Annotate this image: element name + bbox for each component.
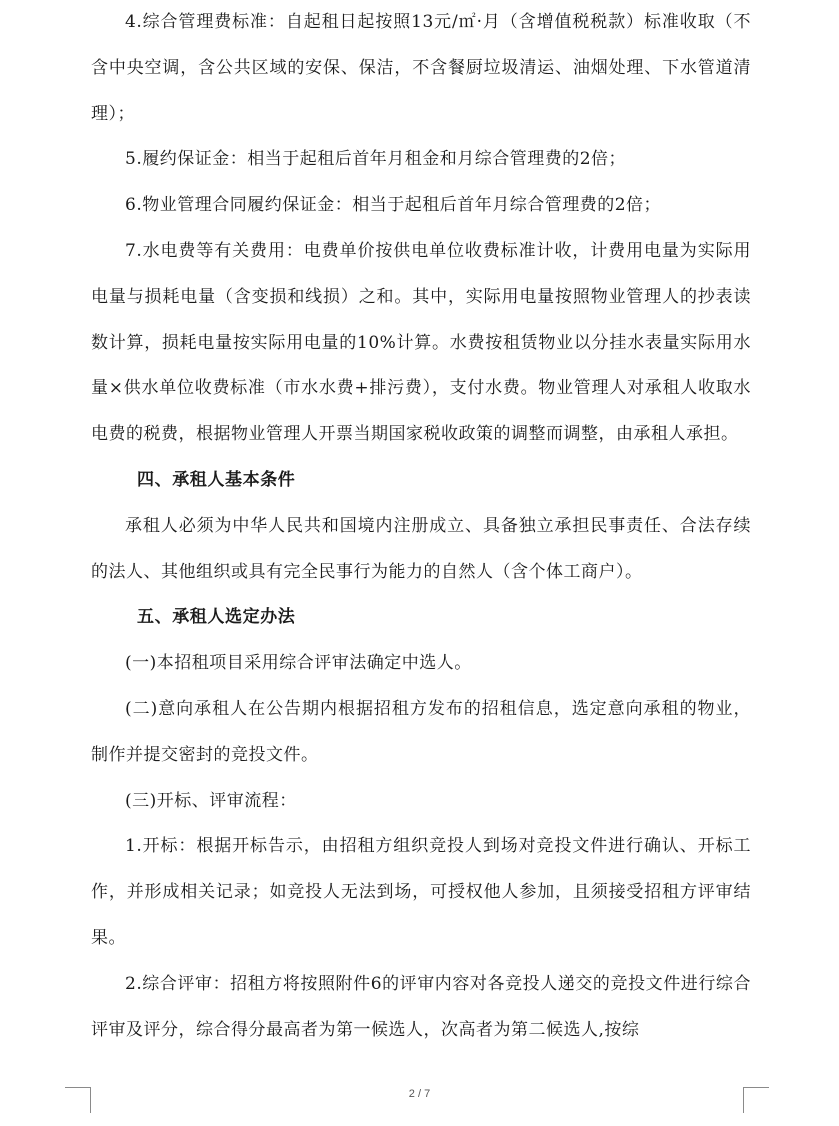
paragraph-performance-deposit: 5.履约保证金：相当于起租后首年月租金和月综合管理费的2倍； [125, 149, 627, 170]
paragraph-opening-review-process: (三)开标、评审流程： [125, 790, 297, 811]
section-heading-tenant-conditions: 四、承租人基本条件 [137, 469, 296, 490]
paragraph-tenant-requirements: 承租人必须为中华人民共和国境内注册成立、具备独立承担民事责任、合法存续的法人、其他组织或具有完全民事行为能力的自然人（含个体工商户）。 [91, 515, 751, 582]
paragraph-property-contract-deposit: 6.物业管理合同履约保证金：相当于起租后首年月综合管理费的2倍； [125, 195, 662, 216]
paragraph-bid-opening: 1.开标：根据开标告示，由招租方组织竞投人到场对竞投文件进行确认、开标工作，并形成相关记录；如竞投人无法到场，可授权他人参加，且须接受招租方评审结果。 [91, 836, 751, 948]
paragraph-evaluation-method: (一)本招租项目采用综合评审法确定中选人。 [125, 653, 472, 674]
document-body [91, 0, 751, 1053]
section-heading-selection-method: 五、承租人选定办法 [137, 607, 296, 628]
paragraph-bid-submission: (二)意向承租人在公告期内根据招租方发布的招租信息，选定意向承租的物业，制作并提交密封的竞投文件。 [91, 698, 751, 765]
page-number: 2 / 7 [408, 1088, 431, 1100]
paragraph-utility-fees: 7.水电费等有关费用：电费单价按供电单位收费标准计收，计费用电量为实际用电量与损耗电量（含变损和线损）之和。其中，实际用电量按照物业管理人的抄表读数计算，损耗电量按实际用电量的10%计算。水费按租赁物业以分挂水表量实际用水量×供水单位收费标准（市水水费+排污费），支付水费。物业管理人对承租人收取水电费的税费，根据物业管理人开票当期国家税收政策的调整而调整，由承租人承担。 [91, 240, 751, 445]
paragraph-comprehensive-review: 2.综合评审：招租方将按照附件6的评审内容对各竞投人递交的竞投文件进行综合评审及评分，综合得分最高者为第一候选人，次高者为第二候选人,按综 [91, 973, 751, 1040]
paragraph-management-fee: 4.综合管理费标准：自起租日起按照13元/㎡·月（含增值税税款）标准收取（不含中央空调，含公共区域的安保、保洁，不含餐厨垃圾清运、油烟处理、下水管道清理）； [91, 12, 751, 124]
